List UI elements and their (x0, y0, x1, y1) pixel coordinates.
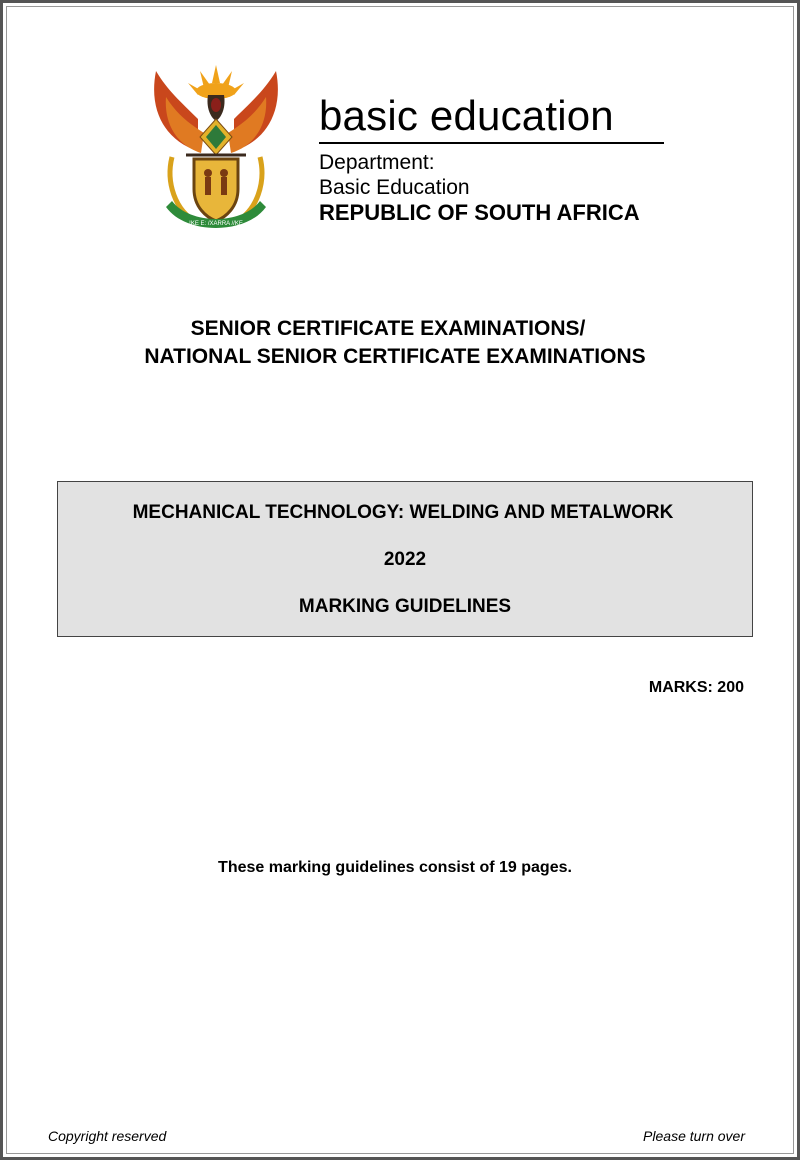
department-label: Department: (319, 151, 435, 174)
page-count-note: These marking guidelines consist of 19 pages. (218, 859, 572, 876)
brand-wordmark: basic education (319, 92, 614, 139)
footer-turn-over: Please turn over (643, 1128, 745, 1144)
document-type: MARKING GUIDELINES (298, 596, 512, 617)
department-name: Basic Education (319, 176, 470, 199)
subject-box (57, 481, 753, 637)
total-marks: MARKS: 200 (648, 679, 744, 696)
subject-title: MECHANICAL TECHNOLOGY: WELDING AND METALWORK (132, 502, 674, 523)
coat-of-arms-icon (146, 61, 286, 237)
right-wing (234, 71, 278, 151)
exam-title-line1: SENIOR CERTIFICATE EXAMINATIONS/ (190, 317, 586, 340)
rising-sun (188, 65, 244, 99)
motto-ribbon (166, 201, 266, 228)
exam-year: 2022 (383, 549, 427, 570)
country-name: REPUBLIC OF SOUTH AFRICA (319, 200, 640, 225)
motto-text: !KE E: /XARRA //KE (189, 221, 243, 227)
brand-rule (319, 142, 664, 144)
footer-copyright: Copyright reserved (48, 1128, 167, 1144)
exam-title-line2: NATIONAL SENIOR CERTIFICATE EXAMINATIONS (144, 345, 646, 368)
left-wing (154, 71, 198, 151)
shield (194, 159, 238, 221)
